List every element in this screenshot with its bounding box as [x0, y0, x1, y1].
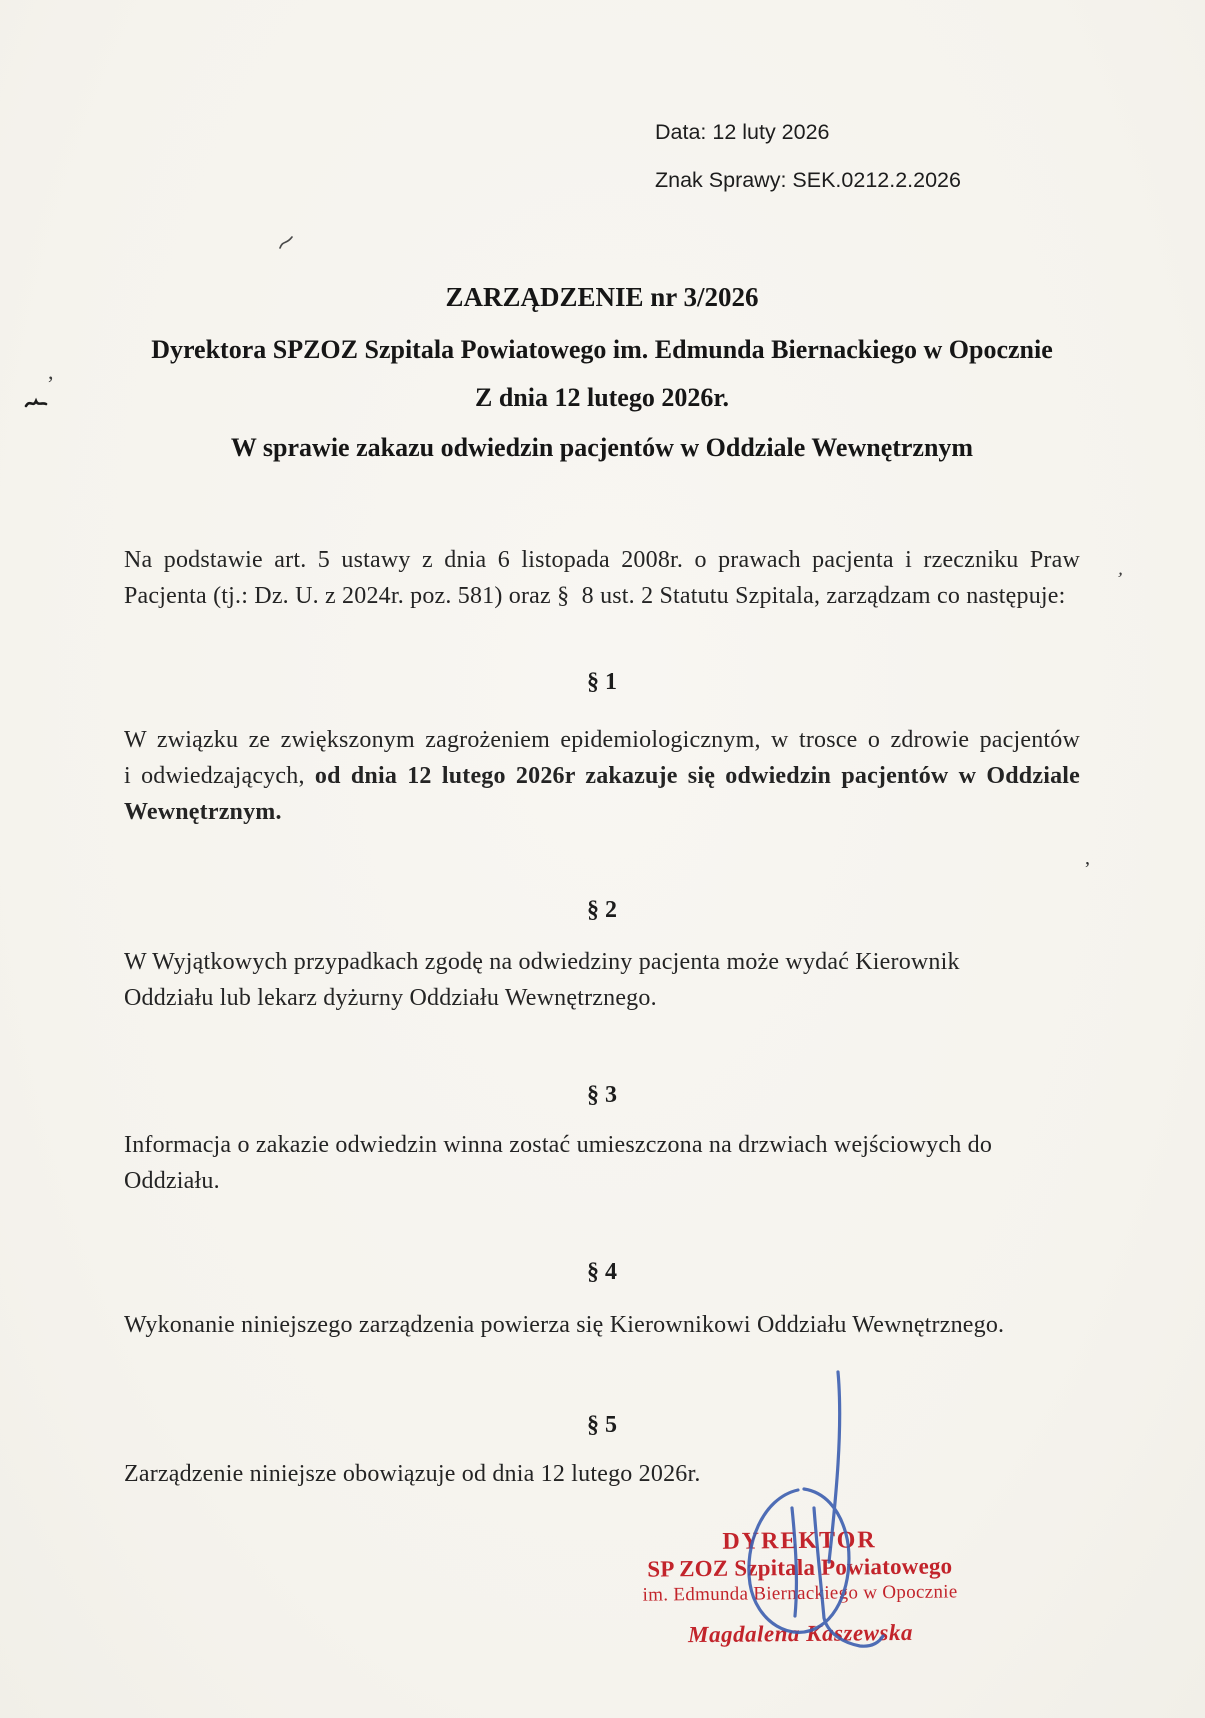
stamp-org-line-2: im. Edmunda Biernackiego w Opocznie — [642, 1581, 958, 1606]
section-3-line-1: Informacja o zakazie odwiedzin winna zostać umieszczona na drzwiach wejściowych do — [124, 1132, 993, 1158]
stamp-role-line: DYREKTOR — [722, 1527, 877, 1555]
header-case-number-line: Znak Sprawy: SEK.0212.2.2026 — [655, 168, 961, 192]
section-2-line-1: W Wyjątkowych przypadkach zgodę na odwiedziny pacjenta może wydać Kierownik — [124, 949, 960, 975]
pen-mark-scribble-icon — [24, 396, 48, 412]
pen-mark-icon — [276, 234, 296, 252]
section-1-line-2 — [124, 758, 1080, 794]
section-1-line-2-regular: i odwiedzających, — [124, 763, 315, 789]
section-4-line-1: Wykonanie niniejszego zarządzenia powierza się Kierownikowi Oddziału Wewnętrznego. — [124, 1312, 1005, 1338]
section-3-marker: § 3 — [587, 1082, 617, 1108]
title-issuer-line: Dyrektora SPZOZ Szpitala Powiatowego im. Edmunda Biernackiego w Opocznie — [151, 335, 1053, 364]
handwritten-signature — [700, 1358, 900, 1658]
stamp-name-line: Magdalena Kaszewska — [687, 1619, 914, 1648]
section-2-line-2: Oddziału lub lekarz dyżurny Oddziału Wewnętrznego. — [124, 985, 657, 1011]
signature-icon — [700, 1358, 900, 1658]
section-2-marker: § 2 — [587, 897, 617, 923]
section-1-line-2-bold: od dnia 12 lutego 2026r zakazuje się odwiedzin pacjentów w Oddziale — [314, 763, 1080, 789]
pen-mark-tick-icon: ’ — [1113, 568, 1125, 591]
section-4-marker: § 4 — [587, 1259, 617, 1285]
section-1-line-3: Wewnętrznym. — [124, 799, 282, 825]
pen-mark-comma2-icon: , — [1085, 847, 1090, 869]
intro-line-2: Pacjenta (tj.: Dz. U. z 2024r. poz. 581) oraz § 8 ust. 2 Statutu Szpitala, zarządzam co następuje: — [124, 583, 1066, 609]
section-1-marker: § 1 — [587, 669, 617, 695]
section-5-line-1: Zarządzenie niniejsze obowiązuje od dnia 12 lutego 2026r. — [124, 1461, 701, 1487]
header-date-line: Data: 12 luty 2026 — [655, 120, 830, 144]
stamp-org-line: SP ZOZ Szpitala Powiatowego — [647, 1553, 953, 1582]
section-5-marker: § 5 — [587, 1412, 617, 1438]
title-date-line: Z dnia 12 lutego 2026r. — [474, 383, 730, 412]
pen-mark-comma-icon: , — [48, 359, 54, 384]
title-subject-line: W sprawie zakazu odwiedzin pacjentów w Oddziale Wewnętrznym — [230, 433, 974, 462]
intro-line-1: Na podstawie art. 5 ustawy z dnia 6 listopada 2008r. o prawach pacjenta i rzeczniku Praw — [124, 547, 1080, 573]
document-title: ZARZĄDZENIE nr 3/2026 — [445, 282, 759, 312]
section-1-line-1: W związku ze zwiększonym zagrożeniem epidemiologicznym, w trosce o zdrowie pacjentów — [124, 727, 1080, 753]
section-3-line-2: Oddziału. — [124, 1168, 220, 1194]
